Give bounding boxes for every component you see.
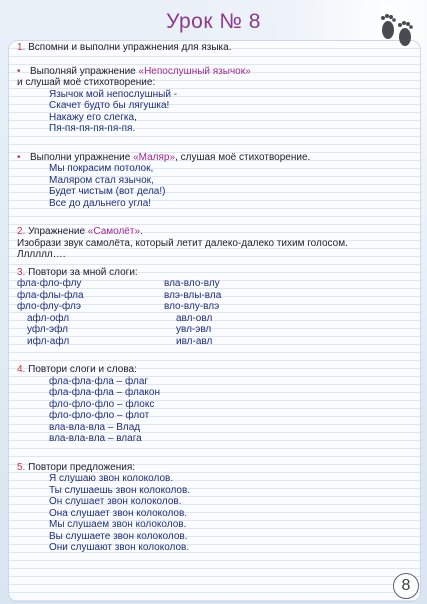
section-4-number: 4.	[17, 364, 26, 375]
section-3-heading	[17, 267, 409, 279]
syllable-row	[17, 278, 409, 290]
exercise-1-name: «Непослушный язычок»	[138, 65, 251, 77]
poem-line: Маляром стал язычок,	[49, 174, 154, 186]
section-3-text: Повтори за мной слоги:	[28, 266, 138, 278]
poem-line: Все до дальнего угла!	[49, 197, 152, 209]
exercise-2-tail: , слушая моё стихотворение.	[175, 151, 311, 163]
section-4-text: Повтори слоги и слова:	[28, 364, 137, 375]
bullet-icon: •	[17, 65, 21, 77]
word-line: фло-фло-фло – флокс	[49, 398, 155, 410]
section-4-heading	[17, 364, 409, 376]
word-line: фла-фла-фла – флакон	[49, 387, 160, 398]
syllable-right: увл-эвл	[176, 324, 212, 335]
page-title: Урок № 8	[166, 10, 261, 33]
syllable-left: ифл-афл	[27, 335, 70, 347]
sentence-line: Вы слушаете звон колоколов.	[49, 530, 188, 542]
section-5-heading	[17, 462, 409, 474]
section-2-sound: Лллллл….	[17, 249, 66, 260]
poem-line: Скачет будто бы лягушка!	[49, 100, 170, 111]
poem-line: Мы покрасим потолок,	[49, 163, 154, 174]
section-3-number: 3.	[17, 266, 26, 278]
sentence-line: Ты слушаешь звон колоколов.	[49, 484, 191, 496]
poem-line: Пя-пя-пя-пя-пя-пя.	[49, 123, 136, 134]
syllable-left: уфл-эфл	[27, 324, 69, 335]
section-1-number: 1.	[17, 42, 26, 53]
syllable-left: фла-флы-фла	[17, 289, 84, 301]
word-line: фла-фла-фла – флаг	[49, 375, 149, 387]
syllable-right: ивл-авл	[176, 335, 213, 347]
sentence-line: Я слушаю звон колоколов.	[49, 473, 174, 484]
exercise-1-lead: Выполняй упражнение	[30, 65, 139, 77]
word-line: фло-фло-фло – флот	[49, 410, 150, 421]
exercise-2-name: «Маляр»	[133, 151, 176, 163]
section-1-text: Вспомни и выполни упражнения для языка.	[28, 42, 232, 53]
worksheet-content	[17, 42, 409, 554]
syllable-row	[17, 290, 409, 302]
exercise-1-instruction: и слушай моё стихотворение:	[17, 77, 156, 88]
poem-line: Будет чистым (вот дела!)	[49, 186, 166, 197]
section-2-heading	[17, 226, 409, 238]
section-5-number: 5.	[17, 461, 26, 473]
sentence-line: Мы слушаем звон колоколов.	[49, 519, 187, 530]
syllable-right: вло-влу-влэ	[164, 301, 220, 312]
syllable-row	[17, 313, 409, 325]
exercise-2-lead: Выполни упражнение	[30, 151, 134, 163]
sentence-line: Они слушают звон колоколов.	[49, 542, 190, 553]
exercise-2-heading	[17, 152, 409, 164]
word-line: вла-вла-вла – Влад	[49, 421, 141, 433]
syllable-row	[17, 336, 409, 348]
title-bar	[0, 10, 427, 34]
bullet-icon: •	[17, 151, 21, 163]
syllable-right: влэ-влы-вла	[164, 289, 222, 301]
syllable-left: фло-флу-флэ	[17, 301, 81, 312]
section-2-name: «Самолёт»	[87, 226, 141, 237]
poem-line: Язычок мой непослушный -	[49, 88, 178, 100]
syllable-row	[17, 324, 409, 336]
syllable-row	[17, 301, 409, 313]
syllable-right: авл-овл	[176, 312, 213, 324]
syllable-left: фла-фло-флу	[17, 278, 82, 289]
page-number: 8	[393, 573, 419, 599]
sentence-line: Она слушает звон колоколов.	[49, 507, 188, 519]
section-2-number: 2.	[17, 226, 26, 237]
syllable-left: афл-офл	[27, 312, 70, 324]
syllable-right: вла-вло-влу	[164, 278, 220, 289]
section-5-text: Повтори предложения:	[28, 461, 136, 473]
section-2-lead: Упражнение	[28, 226, 88, 237]
word-line: вла-вла-вла – влага	[49, 433, 142, 444]
section-2-tail: .	[140, 226, 143, 237]
sentence-line: Он слушает звон колоколов.	[49, 496, 182, 507]
poem-line: Накажу его слегка,	[49, 111, 137, 123]
section-1-heading	[17, 42, 409, 54]
section-2-instruction: Изобрази звук самолёта, который летит далеко-далеко тихим голосом.	[17, 237, 348, 249]
exercise-1-heading	[17, 66, 409, 78]
